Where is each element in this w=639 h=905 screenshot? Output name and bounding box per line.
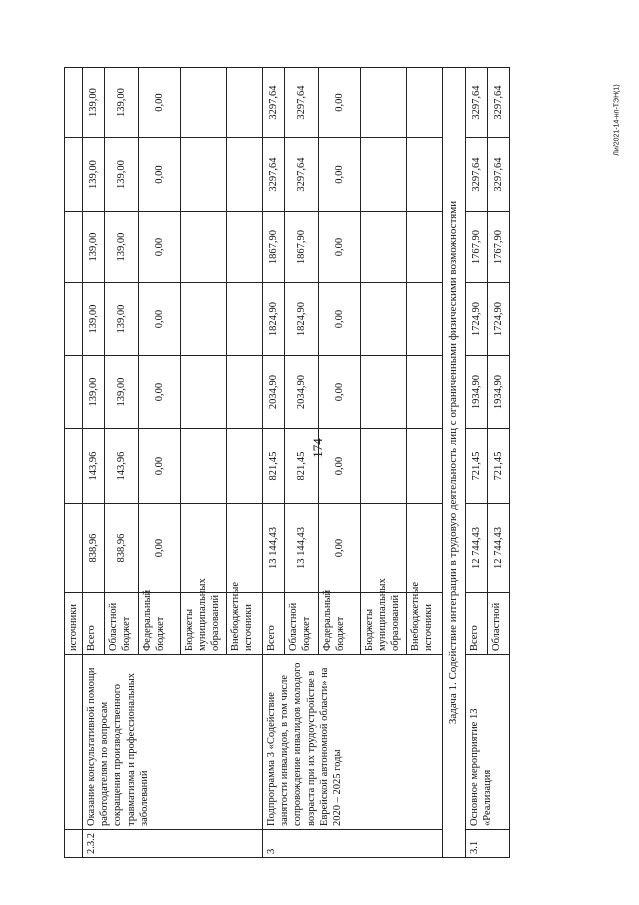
amount-cell: 0,00 [139,356,181,429]
amount-cell [407,212,443,283]
measure-name: Оказание консультативной помощи работодателям по вопросам сокращения производственного травматизма и профессиональных заболеваний [83,655,263,830]
amount-cell: 2034,90 [285,356,319,429]
amount-cell: 0,00 [319,68,361,138]
amount-cell [361,356,407,429]
amount-cell: 838,96 [105,504,139,593]
amount-cell [361,68,407,138]
funding-source: Областной бюджет [105,593,139,655]
amount-cell: 0,00 [139,429,181,504]
amount-cell [227,283,263,356]
amount-cell: 0,00 [139,138,181,212]
amount-cell [407,283,443,356]
amount-cell: 139,00 [105,356,139,429]
amount-cell [181,138,227,212]
amount-cell: 143,96 [83,429,105,504]
funding-source: Всего [83,593,105,655]
amount-cell: 139,00 [83,68,105,138]
amount-cell [227,212,263,283]
amount-cell: 139,00 [105,212,139,283]
row-index: 3.1 [465,830,509,858]
amount-cell: 0,00 [139,68,181,138]
amount-cell: 3297,64 [465,68,487,138]
amount-cell: 1724,90 [487,283,509,356]
budget-table [64,67,510,858]
header-fragment-row [65,68,83,858]
amount-cell: 0,00 [319,356,361,429]
amount-cell: 1824,90 [285,283,319,356]
amount-cell: 0,00 [139,283,181,356]
amount-cell [181,212,227,283]
task-row [443,68,466,858]
amount-cell: 2034,90 [263,356,285,429]
amount-cell: 12 744,43 [487,504,509,593]
amount-cell: 721,45 [487,429,509,504]
amount-cell [181,356,227,429]
amount-cell: 139,00 [105,68,139,138]
amount-cell: 821,45 [263,429,285,504]
funding-source: Федеральный бюджет [139,593,181,655]
funding-source: Внебюджетные источники [407,593,443,655]
funding-source: Областной [487,593,509,655]
amount-cell: 721,45 [465,429,487,504]
document-code: Ли/2021-14-нп-ТЭН(1) [613,84,621,156]
table-row [263,68,285,858]
amount-cell [181,283,227,356]
amount-cell [407,138,443,212]
amount-cell: 3297,64 [465,138,487,212]
amount-cell [181,68,227,138]
amount-cell: 139,00 [83,138,105,212]
amount-cell: 3297,64 [487,138,509,212]
measure-name: Подпрограмма 3 «Содействие занятости инвалидов, в том числе сопровождение инвалидов молодого возраста при их трудоустройстве в Еврейской автономной области» на 2020 – 2025 годы [263,655,443,830]
amount-cell: 1767,90 [465,212,487,283]
amount-cell [227,356,263,429]
amount-cell: 1867,90 [285,212,319,283]
amount-cell: 0,00 [319,283,361,356]
amount-cell: 3297,64 [487,68,509,138]
amount-cell: 821,45 [285,429,319,504]
funding-source: Бюджеты муниципальных образований [361,593,407,655]
amount-cell: 139,00 [83,212,105,283]
amount-cell: 139,00 [83,356,105,429]
amount-cell: 13 144,43 [285,504,319,593]
amount-cell: 0,00 [139,212,181,283]
amount-cell: 0,00 [319,504,361,593]
amount-cell [227,429,263,504]
amount-cell [407,68,443,138]
amount-cell [361,138,407,212]
amount-cell: 1934,90 [465,356,487,429]
measure-name: Основное мероприятие 13 «Реализация [465,655,509,830]
amount-cell: 1724,90 [465,283,487,356]
amount-cell [227,138,263,212]
amount-cell: 1767,90 [487,212,509,283]
header-fragment: источники [65,593,83,655]
amount-cell: 3297,64 [263,68,285,138]
amount-cell: 3297,64 [285,138,319,212]
amount-cell [361,429,407,504]
amount-cell: 139,00 [105,283,139,356]
amount-cell [361,283,407,356]
funding-source: Всего [465,593,487,655]
amount-cell: 139,00 [83,283,105,356]
amount-cell: 143,96 [105,429,139,504]
amount-cell: 139,00 [105,138,139,212]
amount-cell [227,68,263,138]
table-row [83,68,105,858]
funding-source: Всего [263,593,285,655]
page-number: 174 [310,438,325,458]
amount-cell: 0,00 [139,504,181,593]
amount-cell [407,429,443,504]
row-index: 2.3.2 [83,830,263,858]
amount-cell: 13 144,43 [263,504,285,593]
amount-cell: 1824,90 [263,283,285,356]
amount-cell: 838,96 [83,504,105,593]
amount-cell: 0,00 [319,429,361,504]
funding-source: Областной бюджет [285,593,319,655]
amount-cell [361,212,407,283]
funding-source: Внебюджетные источники [227,593,263,655]
funding-source: Федеральный бюджет [319,593,361,655]
rotated-table-container [64,68,536,858]
amount-cell: 1867,90 [263,212,285,283]
row-index: 3 [263,830,443,858]
amount-cell [407,356,443,429]
amount-cell [407,504,443,593]
amount-cell: 3297,64 [285,68,319,138]
amount-cell: 12 744,43 [465,504,487,593]
amount-cell [227,504,263,593]
amount-cell: 0,00 [319,212,361,283]
task-title: Задача 1. Содействие интеграции в трудовую деятельность лиц с ограниченными физическими возможностями [443,68,466,858]
table-row [465,68,487,858]
amount-cell [181,429,227,504]
funding-source: Бюджеты муниципальных образований [181,593,227,655]
amount-cell: 1934,90 [487,356,509,429]
amount-cell: 0,00 [319,138,361,212]
amount-cell: 3297,64 [263,138,285,212]
